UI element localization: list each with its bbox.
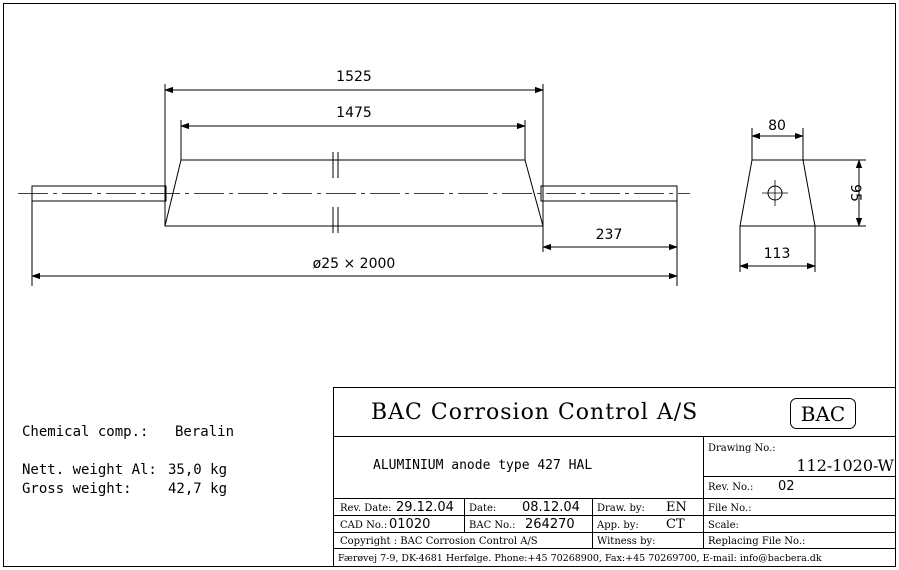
nett-weight-label: Nett. weight Al:: [22, 462, 157, 478]
dim-label-95: 95: [847, 184, 863, 202]
company-address: Færøvej 7-9, DK-4681 Herfølge. Phone:+45 70268900, Fax:+45 70269700, E-mail: info@bacbera.dk: [338, 553, 822, 564]
sheet-border: [4, 4, 896, 567]
dim-label-1475: 1475: [336, 105, 372, 121]
scale-label: Scale:: [708, 520, 739, 531]
app-by-value: CT: [666, 517, 685, 532]
bac-no-label: BAC No.:: [469, 520, 516, 531]
bac-logo: BAC: [800, 402, 846, 426]
app-by-label: App. by:: [597, 520, 639, 531]
material-notes: [22, 424, 234, 497]
company-name: BAC Corrosion Control A/S: [371, 400, 699, 425]
bac-no-value: 264270: [525, 517, 575, 532]
draw-by-label: Draw. by:: [597, 503, 645, 514]
cad-no-value: 01020: [389, 517, 431, 532]
dim-label-1525: 1525: [336, 69, 372, 85]
cad-no-label: CAD No.:: [340, 520, 388, 531]
replacing-file-label: Replacing File No.:: [708, 536, 806, 547]
rev-date-value: 29.12.04: [396, 500, 454, 515]
file-no-label: File No.:: [708, 503, 752, 514]
anode-body: [165, 160, 543, 226]
dim-label-237: 237: [595, 227, 623, 243]
date-value: 08.12.04: [522, 500, 580, 515]
draw-by-value: EN: [666, 500, 687, 515]
gross-weight-label: Gross weight:: [22, 481, 132, 497]
chemical-comp-value: Beralin: [175, 424, 235, 440]
chemical-comp-label: Chemical comp.:: [22, 424, 149, 440]
witness-label: Witness by:: [597, 536, 656, 547]
dim-label-rod: ø25 × 2000: [312, 256, 396, 272]
rev-no-value: 02: [778, 479, 795, 494]
rev-no-label: Rev. No.:: [708, 482, 754, 493]
dim-label-80: 80: [768, 118, 786, 134]
dim-label-113: 113: [763, 246, 791, 262]
rev-date-label: Rev. Date:: [340, 503, 392, 514]
break-symbol: [333, 152, 338, 233]
nett-weight-value: 35,0 kg: [168, 462, 228, 478]
drawing-description: ALUMINIUM anode type 427 HAL: [373, 458, 593, 473]
drawing-no-value: 112-1020-W: [796, 456, 894, 475]
gross-weight-value: 42,7 kg: [168, 481, 228, 497]
copyright-text: Copyright : BAC Corrosion Control A/S: [340, 536, 538, 547]
drawing-no-label: Drawing No.:: [708, 443, 776, 454]
date-label: Date:: [469, 503, 497, 514]
